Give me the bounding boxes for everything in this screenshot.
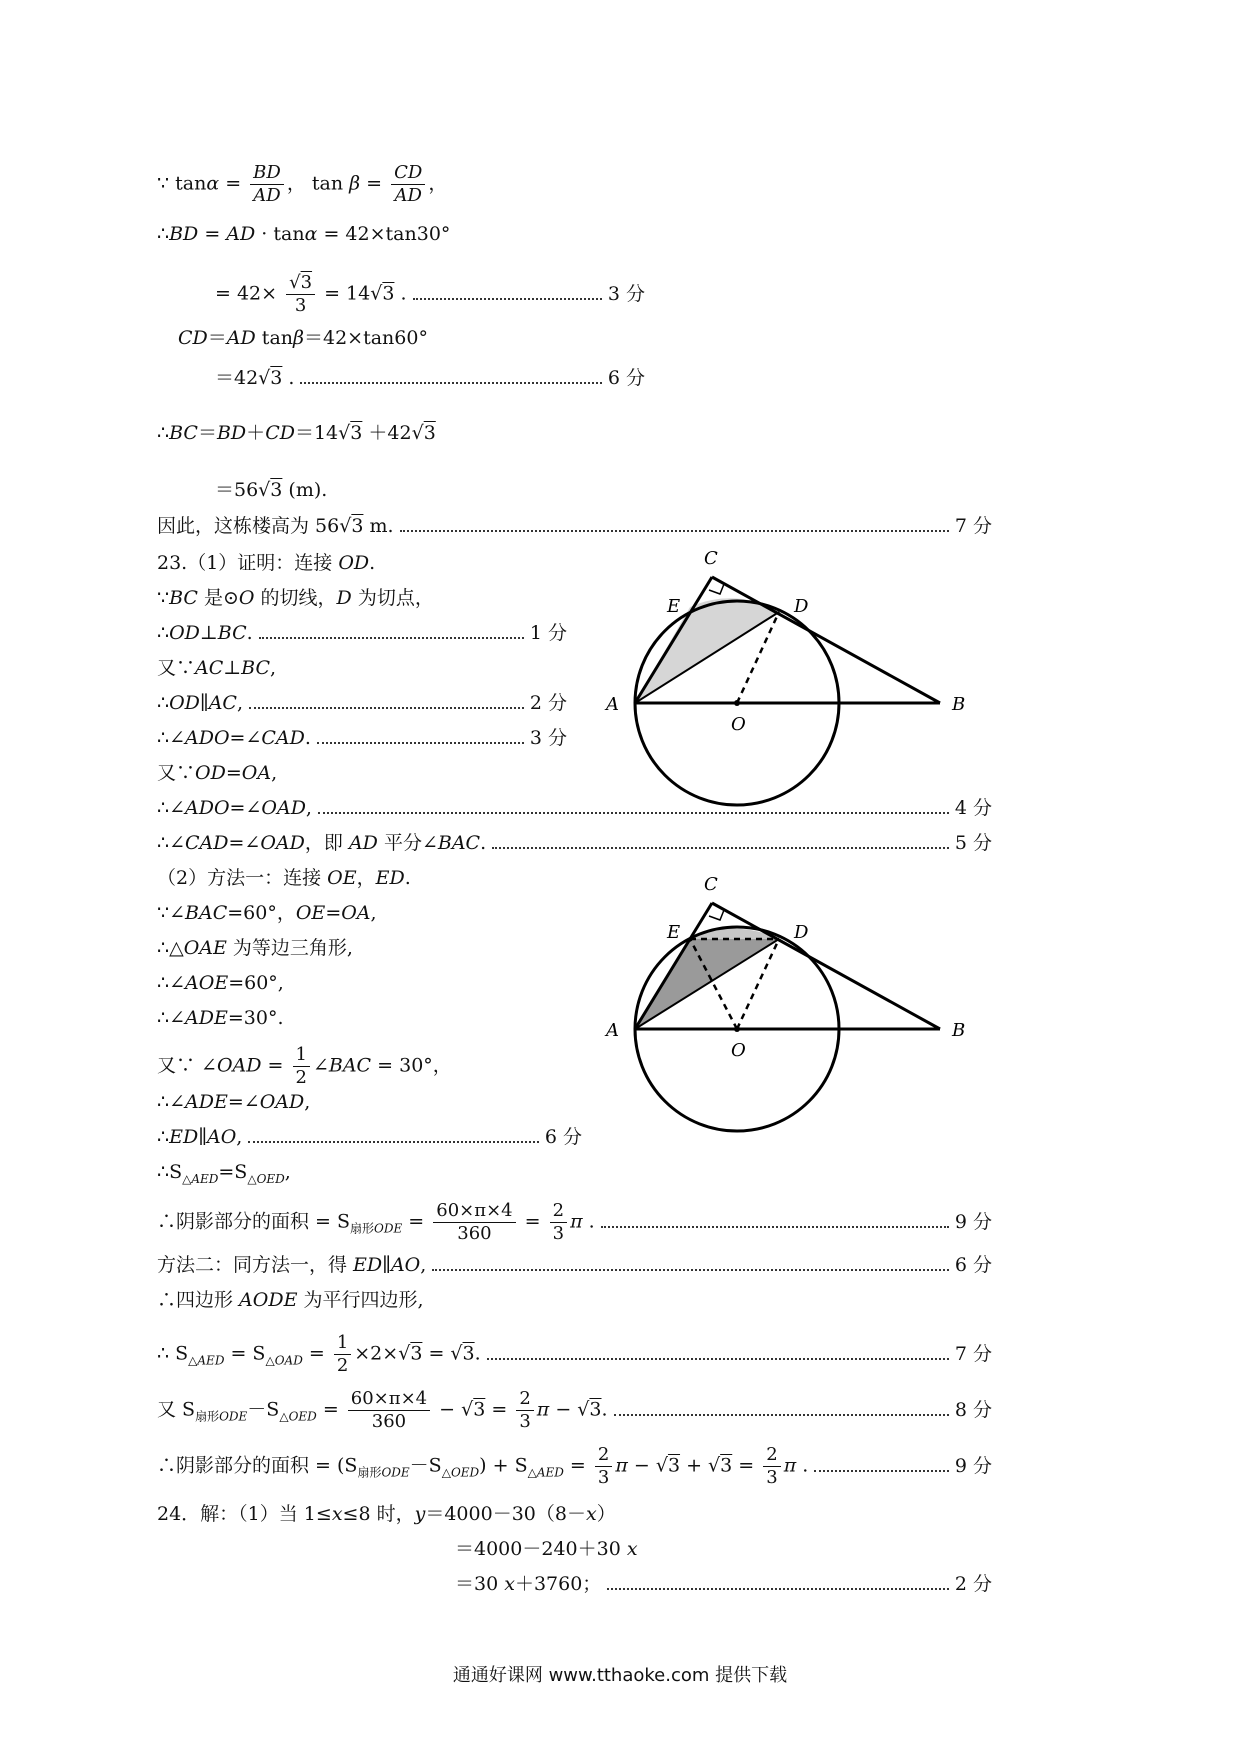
line-22: ∴∠ADE=30°.	[157, 1007, 284, 1029]
line-30: ∴ $S_{\triangle AED} = S_{\triangle OAD}$ = $\frac{1}{2}$ ×2×√3 = √3. 7 分	[157, 1332, 992, 1376]
line-20: ∴△OAE 为等边三角形,	[157, 937, 353, 959]
fig1-label-b: B	[952, 694, 966, 715]
line-19: ∵∠BAC=60°，OE=OA,	[157, 902, 377, 924]
line-34: ＝4000－240＋30 x	[455, 1538, 638, 1560]
line-01: ∵ tanα = $\frac{BD}{AD}$ ， tan β = $\frac{CD}{AD}$ ，	[157, 162, 448, 206]
fig1-label-a: A	[606, 694, 619, 715]
line-09: 23.（1）证明：连接 OD.	[157, 552, 376, 574]
line-31: 又 $S_{扇形ODE}-S_{\triangle OED}$ = $\frac{60\times\pi\times 4}{360}$ − √3 = $\frac{2}{3}$ π − √3. 8 分	[157, 1388, 992, 1432]
fig2-right-angle-mark	[709, 910, 724, 920]
line-35: ＝30 x＋3760； 2 分	[455, 1573, 992, 1595]
fig2-label-e: E	[667, 922, 681, 943]
line-15: 又∵OD=OA,	[157, 762, 278, 784]
line-18: （2）方法一：连接 OE，ED.	[157, 867, 411, 889]
line-29: ∴四边形 AODE 为平行四边形,	[157, 1289, 424, 1311]
fig2-point-o	[734, 1026, 740, 1032]
line-32: ∴阴影部分的面积 = $(S_{扇形ODE}-S_{\triangle OED}) + S_{\triangle AED}$ = $\frac{2}{3}$ π − √3 + √3 = $\frac{2}{3}$ π . 9 分	[157, 1444, 992, 1488]
line-11: ∴OD⊥BC. 1 分	[157, 622, 567, 644]
line-25: ∴ED∥AO, 6 分	[157, 1126, 582, 1148]
line-17: ∴∠CAD=∠OAD，即 AD 平分∠BAC. 5 分	[157, 832, 992, 854]
line-23: 又∵ ∠OAD = $\frac{1}{2}$ ∠BAC = 30°，	[157, 1044, 452, 1088]
line-08: 因此，这栋楼高为 56√3 m. 7 分	[157, 515, 992, 537]
line-21: ∴∠AOE=60°,	[157, 972, 284, 994]
line-16: ∴∠ADO=∠OAD, 4 分	[157, 797, 992, 819]
fig1-label-o: O	[731, 714, 746, 735]
line-14: ∴∠ADO=∠CAD. 3 分	[157, 727, 567, 749]
line-04: CD＝AD tanβ＝42×tan60°	[178, 327, 428, 349]
fig2-label-c: C	[704, 874, 718, 895]
line-33: 24．解：（1）当 1≤x≤8 时，y＝4000－30（8－x）	[157, 1503, 616, 1525]
line-12: 又∵AC⊥BC,	[157, 657, 277, 679]
line-26: $\therefore S_{\triangle AED}=S_{\triangle OED}$,	[157, 1161, 291, 1186]
fig2-label-a: A	[606, 1020, 619, 1041]
line-24: ∴∠ADE=∠OAD,	[157, 1091, 311, 1113]
line-03: = 42× $\frac{√3}{3}$ = 14√3 . 3 分	[215, 272, 645, 316]
line-10: ∵BC 是⊙O 的切线，D 为切点，	[157, 587, 434, 609]
fig2-label-o: O	[731, 1040, 746, 1061]
fig2-label-b: B	[952, 1020, 966, 1041]
line-02: ∴BD = AD · tanα = 42×tan30°	[157, 223, 451, 245]
fig1-label-c: C	[704, 548, 718, 569]
line-07: ＝56√3 (m).	[215, 479, 328, 501]
line-13: ∴OD∥AC, 2 分	[157, 692, 567, 714]
line-05: ＝42√3 . 6 分	[215, 367, 645, 389]
fig2-label-d: D	[794, 922, 809, 943]
line-06: ∴BC＝BD＋CD＝14√3 ＋42√3	[157, 422, 436, 444]
fig1-label-d: D	[794, 596, 809, 617]
page-footer: 通通好课网 www.tthaoke.com 提供下载	[452, 1665, 788, 1686]
line-28: 方法二：同方法一，得 ED∥AO, 6 分	[157, 1254, 992, 1276]
fig2-line-cb	[712, 903, 940, 1029]
fig1-label-e: E	[667, 596, 681, 617]
line-27: ∴阴影部分的面积 = $S_{扇形ODE}$ = $\frac{60\times\pi\times 4}{360}$ = $\frac{2}{3}$ π . 9 分	[157, 1200, 992, 1244]
